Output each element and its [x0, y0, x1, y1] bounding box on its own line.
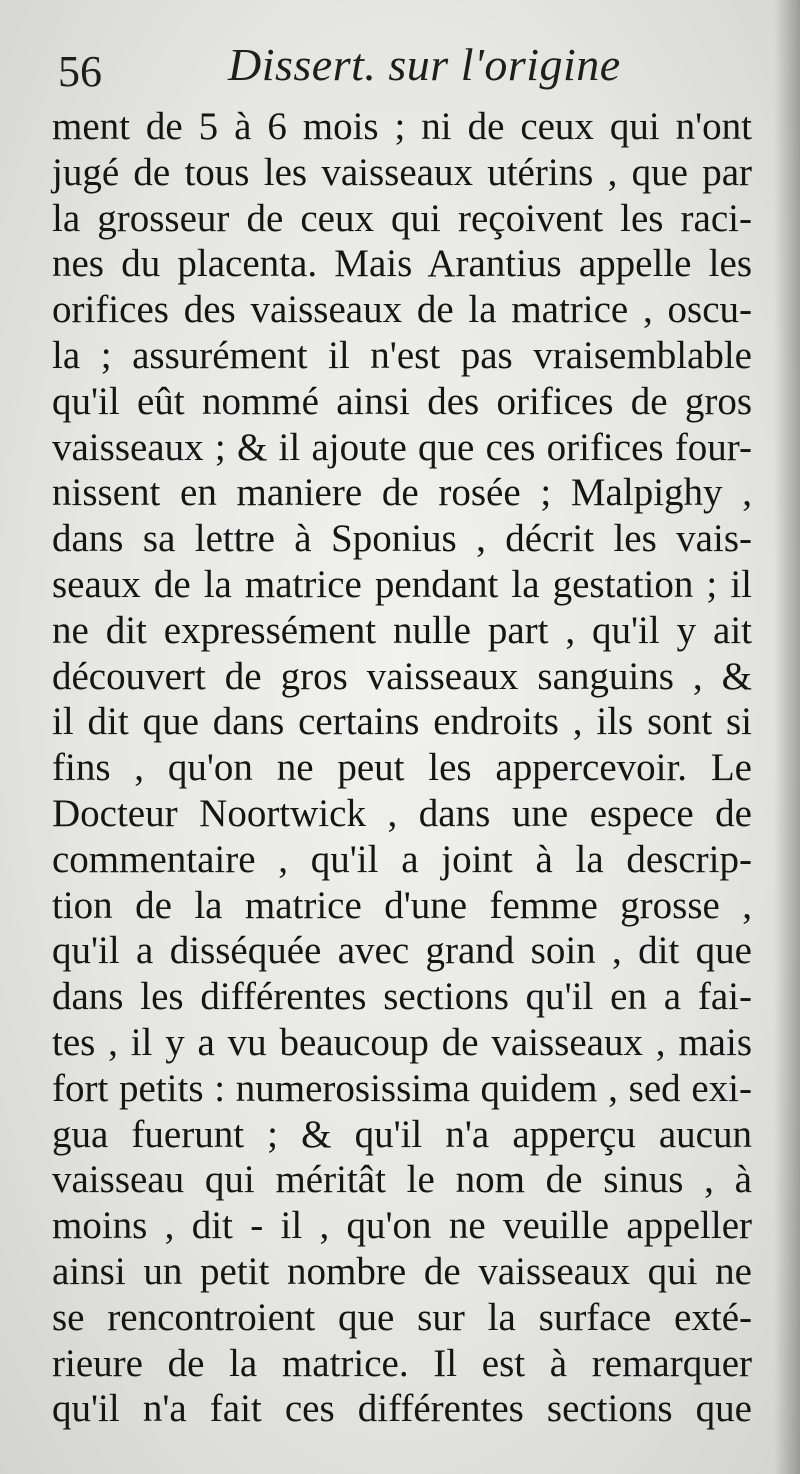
text-line: ne dit expressément nulle part , qu'il y ait — [52, 608, 752, 652]
text-line: fort petits : numerosissima quidem , sed exi- — [52, 1066, 752, 1110]
text-line: qu'il a disséquée avec grand soin , dit que — [52, 929, 752, 973]
text-line: tion de la matrice d'une femme grosse , — [52, 883, 752, 927]
running-head: Dissert. sur l'origine — [228, 39, 621, 90]
body-text — [52, 104, 752, 1432]
text-line: ment de 5 à 6 mois ; ni de ceux qui n'ont — [52, 105, 752, 148]
text-line: seaux de la matrice pendant la gestation ; il — [52, 562, 752, 606]
text-line: nissent en maniere de rosée ; Malpighy , — [52, 471, 752, 515]
text-line: qu'il n'a fait ces différentes sections que — [52, 1387, 752, 1431]
text-line: dans les différentes sections qu'il en a fai- — [52, 975, 752, 1019]
text-line: moins , dit - il , qu'on ne veuille appeller — [52, 1204, 752, 1248]
page-header — [0, 38, 800, 98]
text-line: découvert de gros vaisseaux sanguins , & — [52, 654, 752, 698]
text-line: la grosseur de ceux qui reçoivent les raci- — [52, 196, 752, 240]
text-line: la ; assurément il n'est pas vraisemblable — [52, 333, 752, 377]
text-line: se rencontroient que sur la surface exté- — [52, 1295, 752, 1339]
text-line: Docteur Noortwick , dans une espece de — [52, 791, 752, 835]
text-line: il dit que dans certains endroits , ils sont si — [52, 700, 752, 744]
text-line: tes , il y a vu beaucoup de vaisseaux , mais — [52, 1020, 752, 1064]
text-line: orifices des vaisseaux de la matrice , oscu- — [52, 288, 752, 332]
text-line: jugé de tous les vaisseaux utérins , que par — [52, 150, 752, 194]
page-number: 56 — [58, 47, 102, 96]
text-line: gua fuerunt ; & qu'il n'a apperçu aucun — [52, 1112, 752, 1156]
text-line: fins , qu'on ne peut les appercevoir. Le — [52, 746, 752, 790]
text-line: qu'il eût nommé ainsi des orifices de gros — [52, 379, 752, 423]
text-line: vaisseau qui méritât le nom de sinus , à — [52, 1158, 752, 1202]
text-line: ainsi un petit nombre de vaisseaux qui ne — [52, 1249, 752, 1293]
page-edge-shadow — [774, 0, 800, 1474]
text-line: commentaire , qu'il a joint à la descrip- — [52, 837, 752, 881]
text-line: dans sa lettre à Sponius , décrit les vais- — [52, 517, 752, 561]
text-line: nes du placenta. Mais Arantius appelle les — [52, 242, 752, 286]
text-line: vaisseaux ; & il ajoute que ces orifices four- — [52, 425, 752, 469]
text-line: rieure de la matrice. Il est à remarquer — [52, 1341, 752, 1385]
